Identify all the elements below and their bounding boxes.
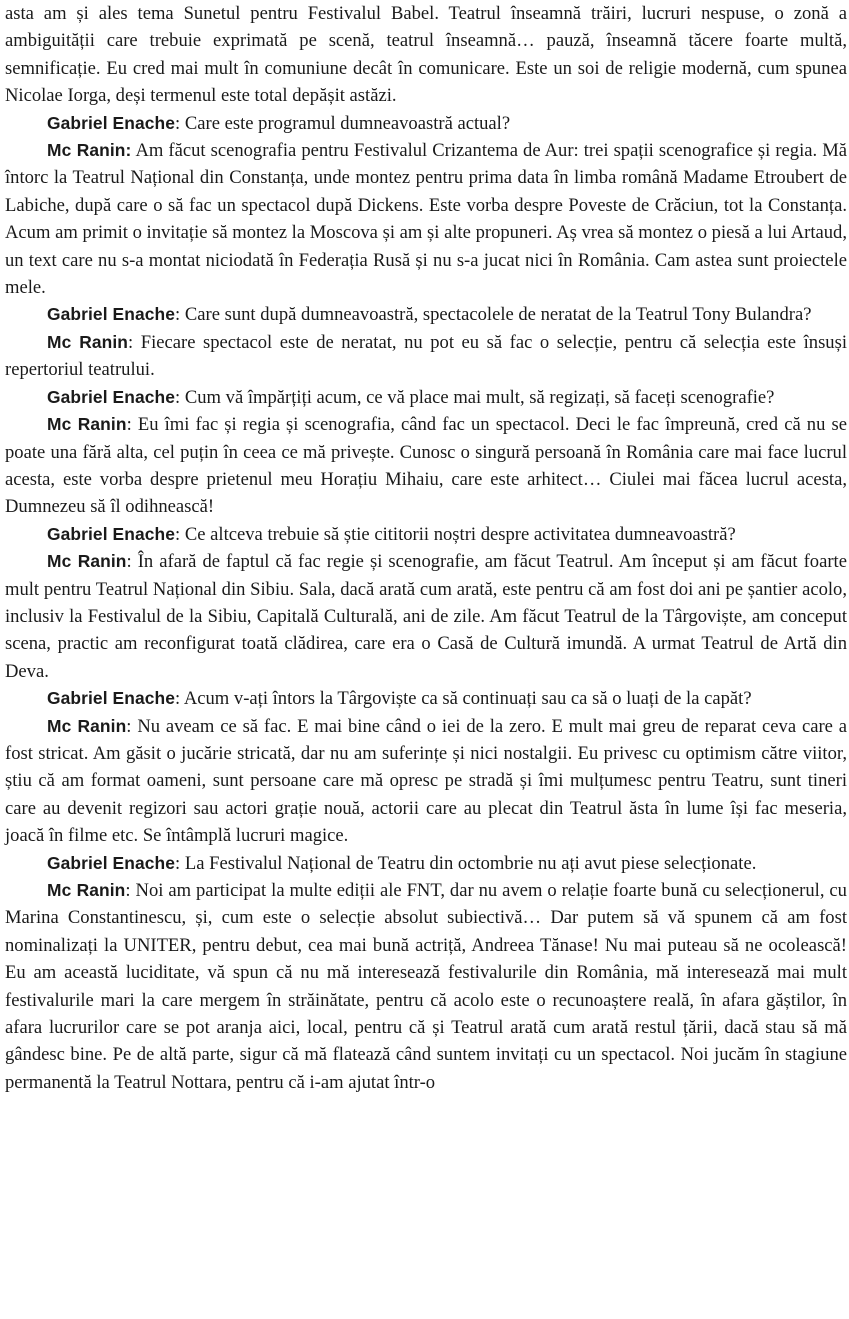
interview-turn: [5, 411, 847, 521]
turn-text: Am făcut scenografia pentru Festivalul Crizantema de Aur: trei spații scenografice și regia. Mă întorc la Teatrul Național din Constanța, unde montez pentru prima data în limba română Madame Etroubert de Labiche, după care o să fac un spectacol după Dickens. Este vorba despre Poveste de Crăciun, tot la Constanța. Acum am primit o invitație să montez la Moscova și am și alte propuneri. Aș vrea să montez o piesă a lui Artaud, un text care nu s-a montat niciodată în Federația Rusă și nu s-a jucat nici în România. Cam astea sunt proiectele mele.: [5, 140, 847, 299]
speaker-separator: :: [128, 331, 141, 353]
speaker-separator: :: [126, 715, 138, 737]
speaker-name: Mc Ranin: [47, 331, 129, 352]
turn-text: Nu aveam ce să fac. E mai bine când o iei de la zero. E mult mai greu de reparat ceva care a fost stricat. Am găsit o jucărie stricată, dar nu am suferințe și nici nostalgii. Eu privesc cu optimism către viitor, știu că am format oameni, sunt persoane care mă opresc pe stradă și îmi mulțumesc pentru Teatru, sunt tineri care au devenit regizori sau actori grație nouă, actorii care au plecat din Teatrul ăsta în lume își fac meseria, joacă în filme etc. Se întâmplă lucruri magice.: [5, 715, 847, 847]
speaker-name: Mc Ranin: [47, 715, 127, 736]
turn-text: Cum vă împărțiți acum, ce vă place mai mult, să regizați, să faceți scenografie?: [184, 386, 775, 408]
interview-turns: [5, 110, 847, 1097]
speaker-separator: :: [125, 880, 136, 901]
speaker-name: Gabriel Enache: [47, 852, 176, 873]
turn-text: Fiecare spectacol este de neratat, nu pot eu să fac o selecție, pentru că selecția este însuși repertoriul teatrului.: [5, 331, 848, 381]
interview-turn: [5, 685, 847, 712]
speaker-name: Gabriel Enache: [47, 112, 176, 133]
interview-turn: [5, 329, 847, 384]
interview-turn: [5, 384, 847, 411]
turn-text: Eu îmi fac și regia și scenografia, când fac un spectacol. Deci le fac împreună, cred că nu se poate una fără alta, cel puțin în ceea ce mă privește. Cunosc o singură persoană în România care mai face lucrul acesta, este vorba despre prietenul meu Horațiu Mihaiu, care este arhitect… Ciulei mai făcea lucrul acesta, Dumnezeu să îl odihnească!: [5, 414, 847, 518]
speaker-name: Mc Ranin: [47, 880, 126, 900]
speaker-separator: :: [175, 688, 184, 710]
speaker-separator: :: [175, 304, 185, 326]
interview-turn: [5, 850, 847, 877]
speaker-separator: :: [126, 414, 138, 436]
turn-text: Noi am participat la multe ediții ale FNT, dar nu avem o relație foarte bună cu selecționerul, cu Marina Constantinescu, și, cum este o selecție absolut subiectivă… Dar putem să vă spunem că am fost nominalizați la UNITER, pentru debut, cea mai bună actriță, Andreea Tănase! Nu mai puteau să ne ocolească! Eu am această luciditate, vă spun că nu mă interesează festivalurile din România, mă interesează mai mult festivalurile mari la care mergem în străinătate, pentru că acolo este o recunoaștere reală, în afara găștilor, în afara lucrurilor care se pot aranja aici, local, pentru că și Teatrul arată cum arată restul țării, dacă stau să mă gândesc bine. Pe de altă parte, sigur că mă flatează când suntem invitați cu un spectacol. Noi jucăm în stagiune permanentă la Teatrul Nottara, pentru că i-am ajutat într-o: [5, 880, 847, 1093]
speaker-name: Gabriel Enache: [47, 386, 176, 407]
speaker-name: Mc Ranin: [47, 551, 127, 572]
turn-text: Care sunt după dumneavoastră, spectacolele de neratat de la Teatrul Tony Bulandra?: [184, 304, 812, 326]
speaker-name: Gabriel Enache: [47, 304, 176, 325]
interview-turn: [5, 877, 847, 1096]
interview-turn: [5, 548, 847, 685]
interview-turn: [5, 301, 847, 328]
turn-text: Acum v-ați întors la Târgoviște ca să continuați sau ca să o luați de la capăt?: [183, 688, 752, 710]
turn-text: Ce altceva trebuie să știe cititorii noștri despre activitatea dumneavoastră?: [184, 523, 736, 545]
turn-text: La Festivalul Național de Teatru din octombrie nu ați avut piese selecționate.: [184, 852, 757, 874]
interview-turn: [5, 713, 847, 850]
speaker-separator: :: [175, 386, 185, 408]
interview-turn: [5, 110, 847, 137]
turn-text: În afară de faptul că fac regie și scenografie, am făcut Teatrul. Am început și am făcut foarte mult pentru Teatrul Național din Sibiu. Sala, dacă arată cum arată, este pentru că am fost doi ani pe șantier acolo, inclusiv la Festivalul de la Sibiu, Capitală Culturală, ani de zile. Am făcut Teatrul de la Târgoviște, am conceput scena, practic am reconfigurat toată clădirea, care era o Casă de Cultură imundă. A urmat Teatrul de Artă din Deva.: [5, 551, 847, 682]
intro-paragraph: asta am și ales tema Sunetul pentru Festivalul Babel. Teatrul înseamnă trăiri, lucruri nespuse, o zonă a ambiguității care trebuie exprimată pe scenă, teatrul înseamnă… pauză, înseamnă tăcere foarte multă, semnificație. Eu cred mai mult în comuniune decât în comunicare. Este un soi de religie modernă, cum spunea Nicolae Iorga, deși termenul este total depășit astăzi.: [5, 3, 847, 107]
speaker-name: Gabriel Enache: [47, 523, 176, 544]
interview-turn: [5, 137, 847, 301]
speaker-separator: :: [175, 523, 185, 545]
speaker-name: Gabriel Enache: [47, 688, 176, 709]
speaker-name: Mc Ranin: [47, 414, 127, 435]
turn-text: Care este programul dumneavoastră actual?: [184, 112, 511, 134]
interview-turn: [5, 521, 847, 548]
interview-page: [5, 0, 847, 1096]
speaker-separator: :: [126, 551, 138, 573]
speaker-name: Mc Ranin:: [47, 140, 132, 161]
speaker-separator: :: [175, 852, 185, 874]
speaker-separator: :: [175, 112, 185, 134]
